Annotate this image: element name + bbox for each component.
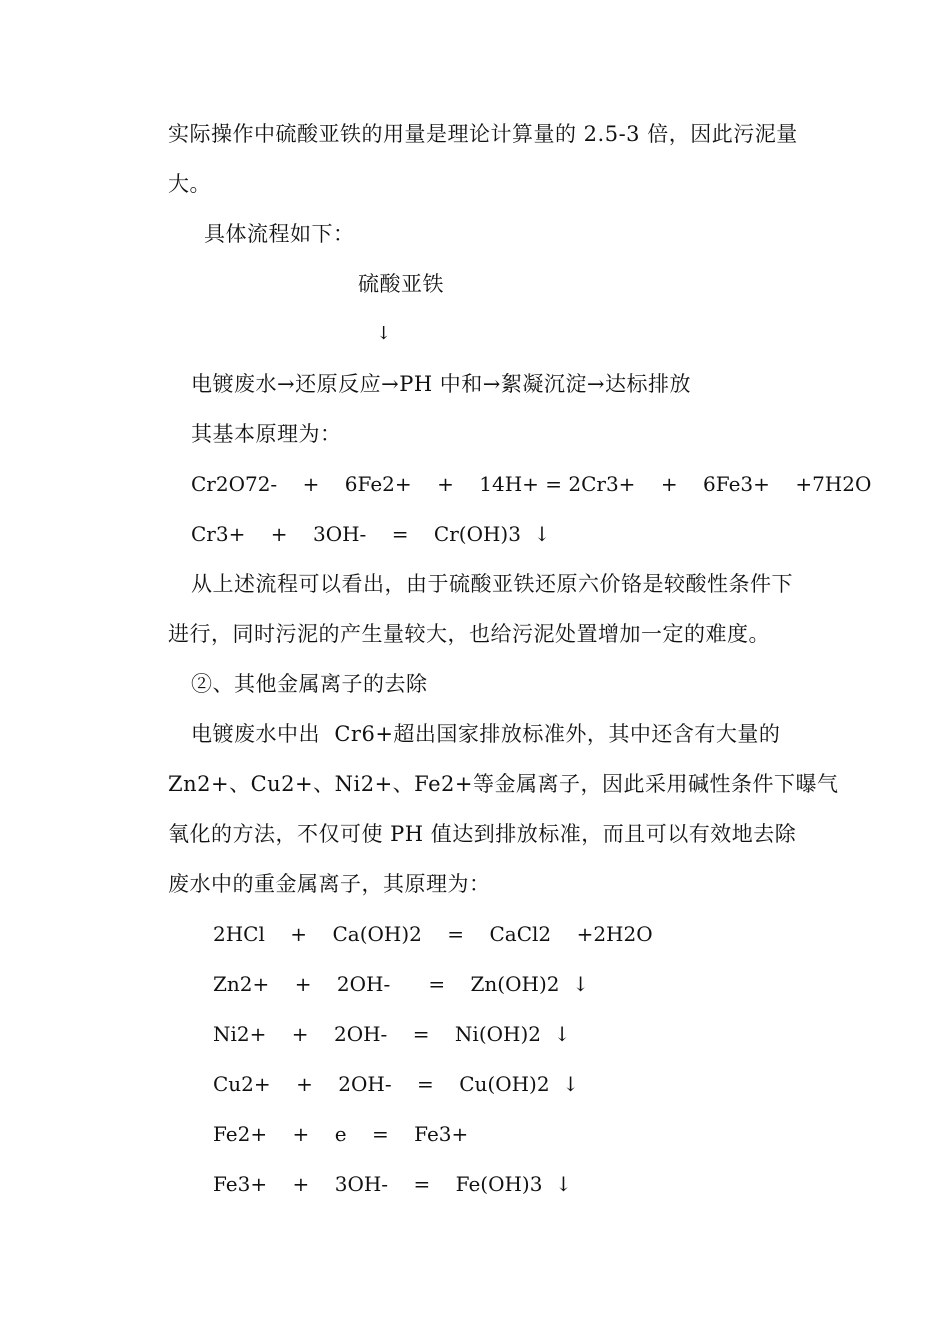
equation-nickel-precipitation: Ni2+ + 2OH- = Ni(OH)2 ↓ xyxy=(213,1022,571,1046)
paragraph-3-line-2: Zn2+、Cu2+、Ni2+、Fe2+等金属离子，因此采用碱性条件下曝气 xyxy=(168,772,839,796)
paragraph-1-line-2: 大。 xyxy=(168,172,211,196)
reagent-label: 硫酸亚铁 xyxy=(358,272,444,296)
equation-chromium-reduction: Cr2O72- + 6Fe2+ + 14H+ = 2Cr3+ + 6Fe3+ +7H2O xyxy=(191,472,872,496)
paragraph-2-line-1: 从上述流程可以看出，由于硫酸亚铁还原六价铬是较酸性条件下 xyxy=(191,572,793,596)
equation-chromium-precipitation: Cr3+ + 3OH- = Cr(OH)3 ↓ xyxy=(191,522,551,546)
process-intro: 具体流程如下： xyxy=(204,222,355,246)
section-heading: ②、其他金属离子的去除 xyxy=(191,672,428,696)
paragraph-3-line-1: 电镀废水中出 Cr6+超出国家排放标准外，其中还含有大量的 xyxy=(191,722,781,746)
principle-intro: 其基本原理为： xyxy=(191,422,342,446)
paragraph-1-line-1: 实际操作中硫酸亚铁的用量是理论计算量的 2.5-3 倍，因此污泥量 xyxy=(168,122,798,146)
reagent-down-arrow: ↓ xyxy=(376,323,392,344)
equation-zinc-precipitation: Zn2+ + 2OH- = Zn(OH)2 ↓ xyxy=(213,972,589,996)
equation-iron-precipitation: Fe3+ + 3OH- = Fe(OH)3 ↓ xyxy=(213,1172,572,1196)
equation-hcl-neutralization: 2HCl + Ca(OH)2 = CaCl2 +2H2O xyxy=(213,922,653,946)
process-flow: 电镀废水→还原反应→PH 中和→絮凝沉淀→达标排放 xyxy=(191,372,691,396)
equation-iron-oxidation: Fe2+ + e = Fe3+ xyxy=(213,1122,469,1146)
paragraph-3-line-4: 废水中的重金属离子，其原理为： xyxy=(168,872,491,896)
paragraph-3-line-3: 氧化的方法，不仅可使 PH 值达到排放标准，而且可以有效地去除 xyxy=(168,822,797,846)
paragraph-2-line-2: 进行，同时污泥的产生量较大，也给污泥处置增加一定的难度。 xyxy=(168,622,770,646)
equation-copper-precipitation: Cu2+ + 2OH- = Cu(OH)2 ↓ xyxy=(213,1072,580,1096)
